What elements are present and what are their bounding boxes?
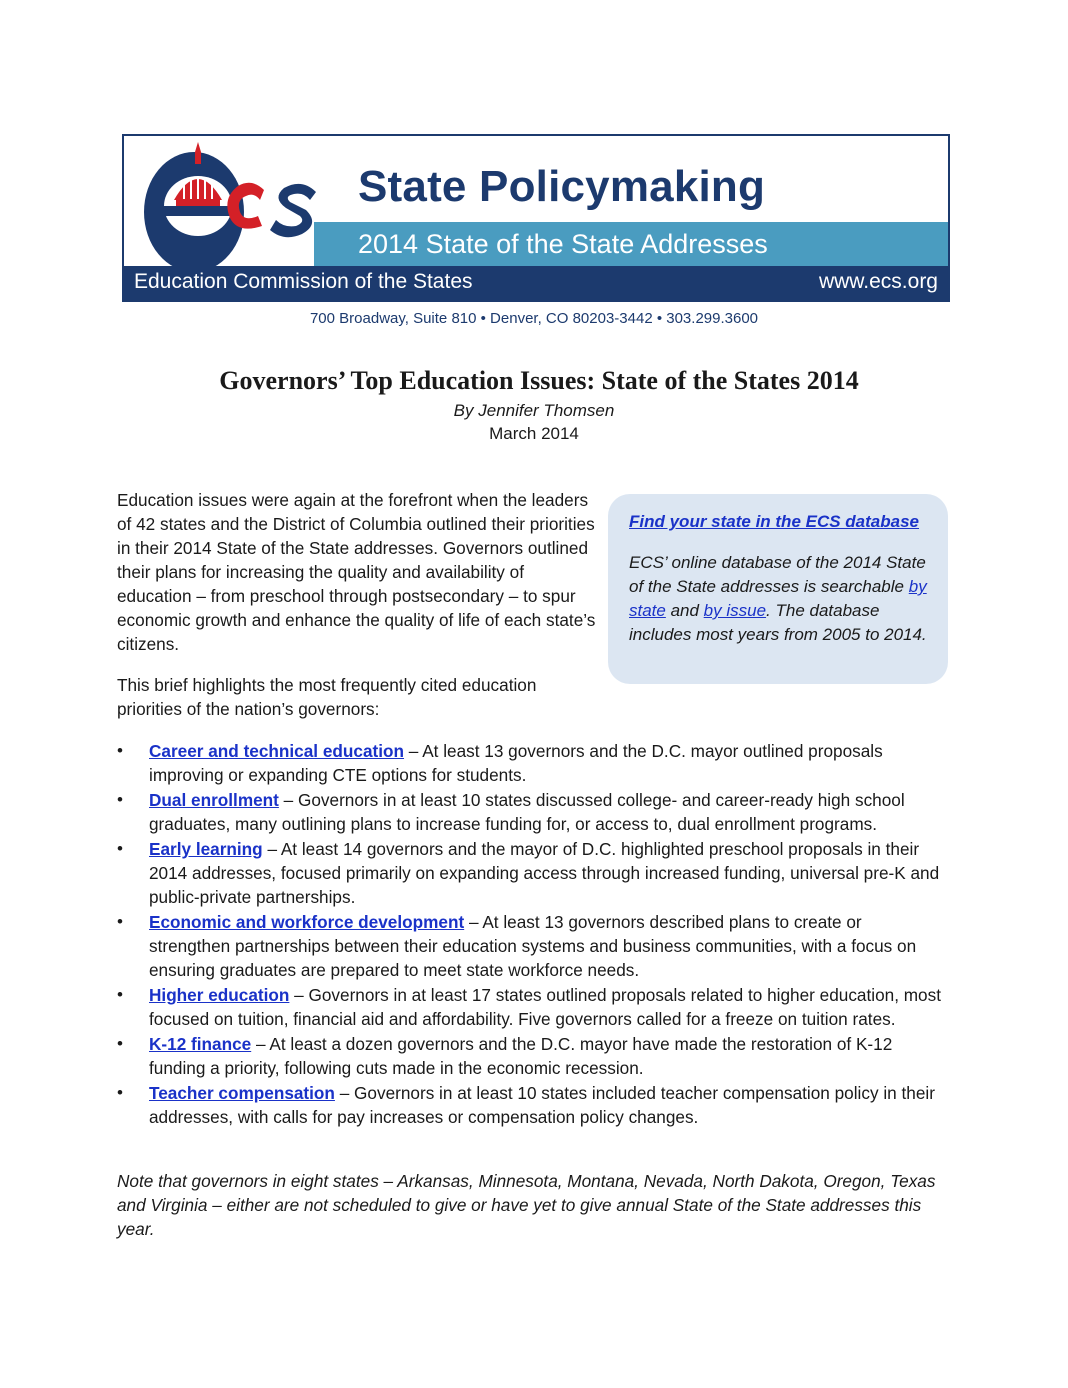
bullet-icon: •: [117, 911, 123, 931]
bullet-icon: •: [117, 789, 123, 809]
issue-description: – Governors in at least 17 states outlined proposals related to higher education, most focused on tuition, financial aid and affordability. Five governors called for a freeze on tuition rates.: [149, 985, 941, 1030]
callout-text-2: and: [665, 601, 704, 620]
footnote: Note that governors in eight states – Arkansas, Minnesota, Montana, Nevada, North Dakota, Oregon, Texas and Virginia – either are not scheduled to give or have yet to give annual State of the State addresses this year.: [117, 1171, 936, 1239]
intro-paragraph: Education issues were again at the forefront when the leaders of 42 states and the District of Columbia outlined their priorities in their 2014 State of the State addresses. Governors outlined their plans for increasing the quality and availability of education – from preschool through postsecondary – to spur economic growth and enhance the quality of life of each state’s citizens.: [117, 490, 596, 654]
database-callout: [608, 494, 948, 684]
issue-link-higher-education[interactable]: Higher education: [149, 985, 290, 1006]
ecs-capitol-logo: [134, 134, 344, 270]
issue-description: – Governors in at least 10 states included teacher compensation policy in their addresses, with calls for pay increases or compensation policy changes.: [149, 1082, 935, 1128]
bullet-icon: •: [117, 1033, 123, 1053]
issue-description: – At least 14 governors and the mayor of D.C. highlighted preschool proposals in their 2014 addresses, focused primarily on expanding access through increased funding, universal pre-K and public-private partnerships.: [149, 838, 940, 908]
banner-title: State Policymaking: [358, 162, 766, 211]
issue-link-k12-finance[interactable]: K-12 finance: [149, 1033, 252, 1054]
issue-link-teacher-compensation[interactable]: Teacher compensation: [149, 1082, 335, 1103]
issue-description: – At least 13 governors described plans to create or strengthen partnerships between their education systems and business communities, with a focus on ensuring graduates are prepared to meet state workforce needs.: [149, 911, 917, 981]
list-item: [117, 1032, 947, 1080]
issue-link-cte[interactable]: Career and technical education: [149, 741, 405, 761]
document-title: Governors’ Top Education Issues: State of the States 2014: [219, 366, 859, 395]
header-banner: [122, 134, 950, 302]
education-issues-list: [117, 739, 947, 1130]
organization-name: Education Commission of the States: [134, 270, 473, 293]
list-item: [117, 837, 947, 910]
issue-description: – At least 13 governors and the D.C. mayor outlined proposals improving or expanding CTE options for students.: [149, 741, 883, 786]
publication-date: March 2014: [489, 424, 579, 443]
list-item: [117, 788, 947, 836]
list-item: [117, 1081, 947, 1129]
bullets-lead-in: This brief highlights the most frequently cited education priorities of the nation’s governors:: [117, 675, 537, 719]
bullet-icon: •: [117, 741, 123, 760]
by-state-link[interactable]: by state: [629, 577, 927, 620]
bullet-icon: •: [117, 838, 123, 858]
issue-description: – Governors in at least 10 states discussed college- and career-ready high school graduates, many outlining plans to increase funding for, or access to, dual enrollment programs.: [149, 789, 905, 835]
list-item: [117, 739, 947, 787]
issue-description: – At least a dozen governors and the D.C. mayor have made the restoration of K-12 funding a priority, following cuts made in the economic recession.: [149, 1033, 893, 1079]
callout-body: [629, 551, 930, 647]
by-issue-link[interactable]: by issue: [703, 601, 767, 620]
contact-address: 700 Broadway, Suite 810 • Denver, CO 80203-3442 • 303.299.3600: [309, 310, 759, 327]
author-byline: By Jennifer Thomsen: [453, 401, 615, 420]
list-item: [117, 910, 947, 983]
website-url: www.ecs.org: [818, 270, 938, 293]
banner-subtitle-stripe: [314, 222, 948, 268]
issue-link-dual-enrollment[interactable]: Dual enrollment: [149, 789, 279, 810]
callout-text-3: . The database includes most years from 2005 to 2014.: [629, 601, 927, 644]
list-item: [117, 983, 947, 1031]
issue-link-workforce[interactable]: Economic and workforce development: [149, 911, 465, 932]
ecs-database-link[interactable]: Find your state in the ECS database: [629, 512, 920, 531]
bullet-icon: •: [117, 1082, 123, 1102]
banner-subtitle: 2014 State of the State Addresses: [358, 229, 768, 259]
issue-link-early-learning[interactable]: Early learning: [149, 838, 263, 859]
callout-text-1: ECS’ online database of the 2014 State of the State addresses is searchable: [629, 553, 926, 596]
banner-footer-bar: [124, 266, 948, 300]
bullet-icon: •: [117, 985, 123, 1005]
